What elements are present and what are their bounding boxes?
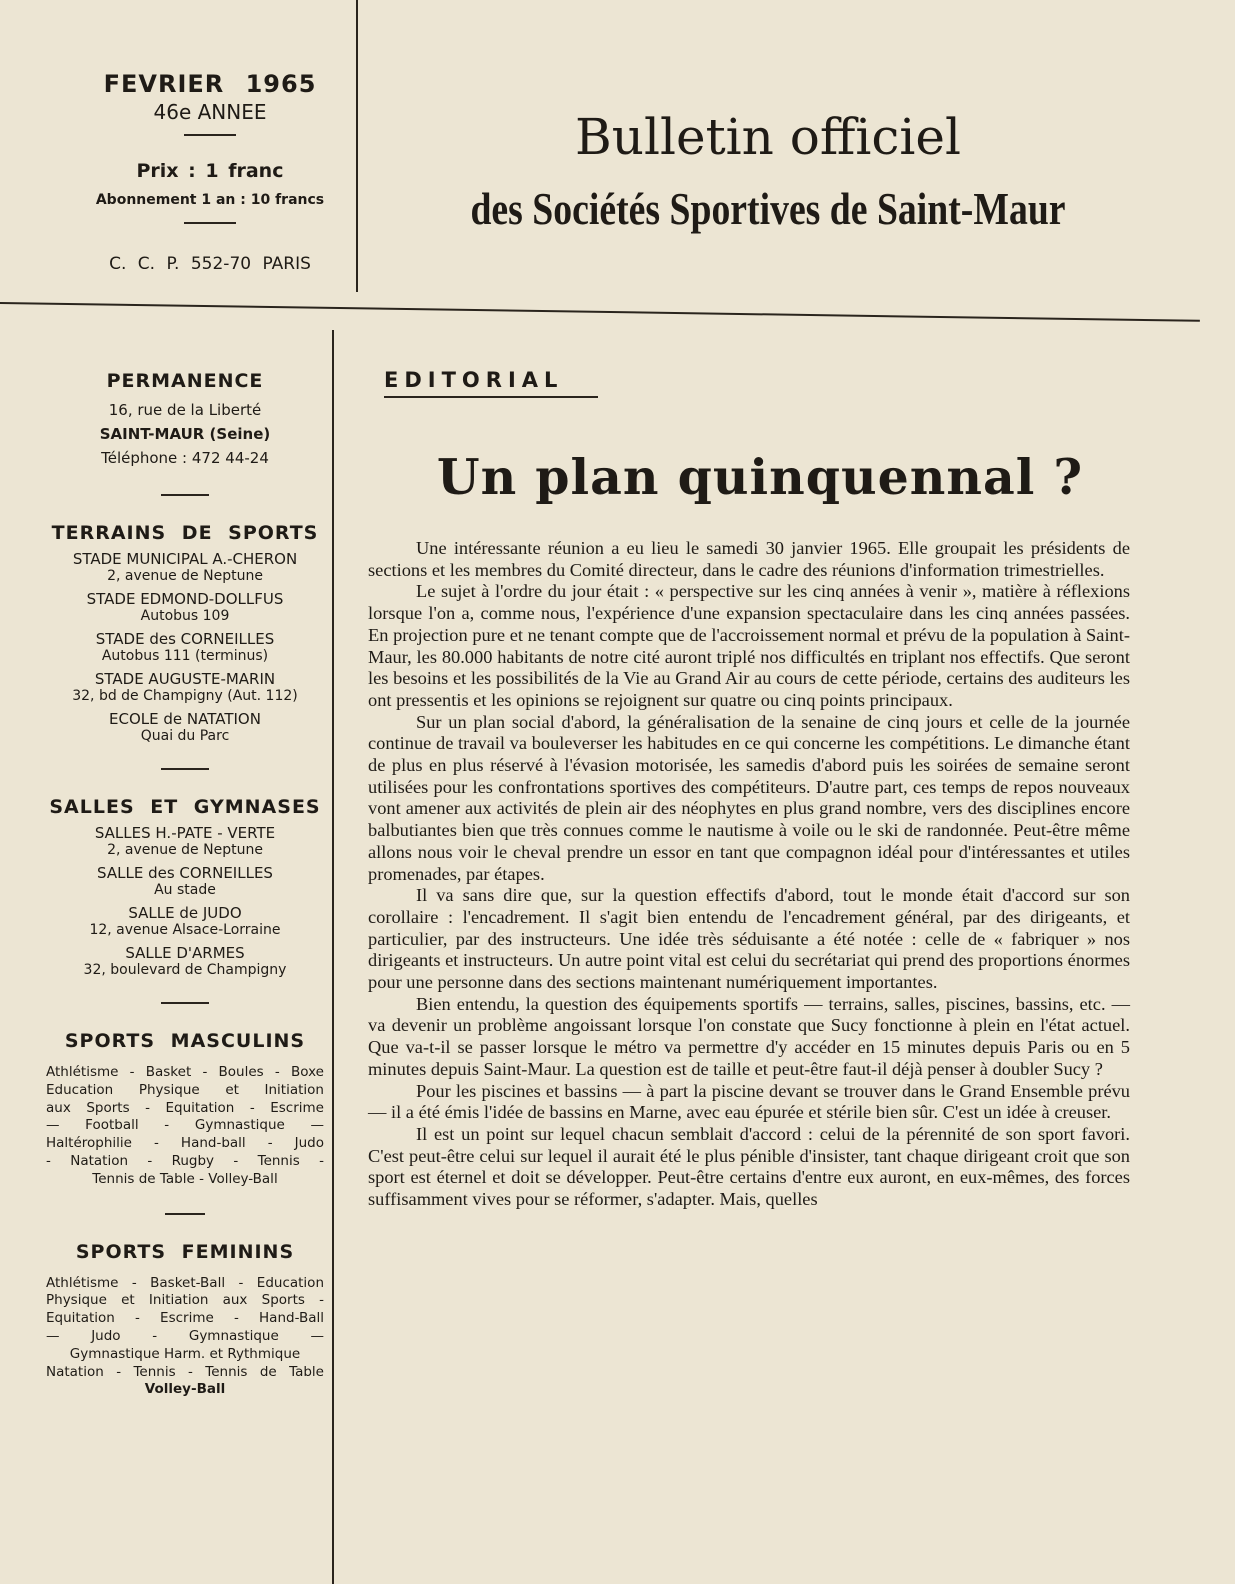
list-item: STADE EDMOND-DOLLFUS — [86, 590, 284, 608]
list-item: Physique et Initiation aux Sports - — [46, 1292, 324, 1309]
list-item: Athlétisme - Basket - Boules - Boxe — [46, 1064, 324, 1080]
list-item: Quai du Parc — [140, 728, 230, 744]
list-item: 2, avenue de Neptune — [107, 568, 263, 584]
bulletin-subtitle: des Sociétés Sportives de Saint-Maur — [470, 183, 1066, 234]
paragraph: Il va sans dire que, sur la question effectifs d'abord, tout le monde était d'accord sur son corollaire : l'encadrement. Il s'agit bien entendu de l'encadrement général, par des dirigeants, et particulier, par des instructeurs. Une idée très séduisante a été notée : celle de « fabriquer » nos dirigeants et instructeurs. Un autre point vital est celui du secrétariat qui prend des proportions énormes pour une personne dans des sections maintenant numériquement importantes. — [368, 885, 1130, 993]
divider — [165, 1213, 205, 1215]
salles-list — [40, 824, 330, 978]
issue-info — [60, 70, 360, 274]
list-item: Au stade — [154, 882, 216, 898]
header-rule — [0, 302, 1200, 322]
list-item: 12, avenue Alsace-Lorraine — [89, 922, 281, 938]
permanence-heading: PERMANENCE — [106, 370, 264, 392]
paragraph: Bien entendu, la question des équipements sportifs — terrains, salles, piscines, bassins, etc. — va devenir un problème angoissant lorsque l'on constate que Sucy fonctionne à plein en l'état actuel. Que va-t-il se passer lorsque le métro va permettre d'y accéder en 15 minutes depuis Paris ou en 5 minutes depuis Saint-Maur. La question est de taille et peut-être faut-il déjà penser à doubler Sucy ? — [368, 993, 1130, 1079]
feminins-list — [46, 1275, 324, 1400]
terrains-heading: TERRAINS DE SPORTS — [51, 522, 319, 544]
subscription: Abonnement 1 an : 10 francs — [95, 192, 325, 208]
list-item: SALLE des CORNEILLES — [97, 864, 273, 882]
paragraph: Pour les piscines et bassins — à part la piscine devant se trouver dans le Grand Ensemble prévu — il a été émis l'idée de bassins en Marne, avec eau épurée et stérile bien sûr. C'est un idée à creuser. — [368, 1080, 1130, 1123]
list-item: Tennis de Table - Volley-Ball — [92, 1170, 278, 1187]
list-item: Gymnastique Harm. et Rythmique — [69, 1345, 301, 1362]
list-item: Autobus 111 (terminus) — [101, 648, 269, 664]
city-line: SAINT-MAUR (Seine) — [99, 425, 271, 443]
list-item: — Judo - Gymnastique — — [46, 1327, 324, 1344]
address-line: 16, rue de la Liberté — [108, 401, 262, 419]
issue-date: FEVRIER 1965 — [103, 70, 317, 98]
list-item: — Football - Gymnastique — — [46, 1117, 324, 1134]
list-item: 2, avenue de Neptune — [107, 842, 263, 858]
list-item: STADE AUGUSTE-MARIN — [94, 670, 276, 688]
ccp-account: C. C. P. 552-70 PARIS — [109, 254, 311, 274]
list-item: Equitation - Escrime - Hand-Ball — [46, 1310, 324, 1327]
phone-line: Téléphone : 472 44-24 — [101, 449, 269, 467]
paragraph: Sur un plan social d'abord, la généralisation de la senaine de cinq jours et celle de la journée continue de travail va bouleverser les habitudes en ce qui concerne les compétitions. Le dimanche étant de plus en plus réservé à l'évasion motorisée, les samedis d'abord puis les soirées de semaine seront utilisées pour les confrontations sportives des compétiteurs. D'autre part, ces temps de repos nouveaux vont amener aux activités de plein air des néophytes en plus grand nombre, vers des disciplines encore balbutiantes bien que très connues comme le nautisme à voile ou le ski de randonnée. Peut-être même allons nous voir le cheval prendre un essor en tant que compagnon idéal pour d'intéressantes et utiles promenades, par étapes. — [368, 711, 1130, 884]
list-item: 32, boulevard de Champigny — [83, 962, 287, 978]
masculins-list — [46, 1064, 324, 1189]
terrains-list — [40, 550, 330, 744]
sidebar — [40, 370, 330, 1399]
issue-year: 46e ANNEE — [153, 100, 267, 124]
divider — [184, 134, 236, 136]
divider — [161, 494, 209, 496]
list-item: SALLE D'ARMES — [125, 944, 245, 962]
paragraph: Une intéressante réunion a eu lieu le samedi 30 janvier 1965. Elle groupait les présidents de sections et les membres du Comité directeur, dans le cadre des réunions d'information trimestrielles. — [368, 538, 1130, 580]
section-label: EDITORIAL — [384, 368, 598, 398]
divider — [161, 1002, 209, 1004]
list-item: Volley-Ball — [144, 1381, 226, 1398]
headline: Un plan quinquennal ? — [436, 448, 1084, 506]
list-item: Autobus 109 — [140, 608, 230, 624]
salles-heading: SALLES ET GYMNASES — [49, 796, 321, 818]
list-item: Education Physique et Initiation — [46, 1081, 324, 1098]
divider — [184, 222, 236, 224]
list-item: ECOLE de NATATION — [109, 710, 261, 728]
permanence-info — [40, 398, 330, 470]
list-item: STADE MUNICIPAL A.-CHERON — [72, 550, 298, 568]
bulletin-title: Bulletin officiel — [575, 108, 961, 166]
column-divider — [332, 330, 334, 1584]
list-item: SALLES H.-PATE - VERTE — [94, 824, 276, 842]
paragraph: Le sujet à l'ordre du jour était : « perspective sur les cinq années à venir », matière à réflexions lorsque l'on a, comme nous, l'expérience d'une expansion spectaculaire dans les cinq années passées. En projection pure et ne tenant compte que de l'accroissement normal et prévu de la population à Saint-Maur, les 80.000 habitants de notre cité auront triplé nos difficultés en triplant nos effectifs. Que seront les besoins et les possibilités de la Vie au Grand Air au cours de cette période, certains des auditeurs les ont pressentis et les opinions se rejoignent sur quatre ou cinq points principaux. — [368, 581, 1130, 710]
feminins-heading: SPORTS FEMININS — [75, 1240, 295, 1263]
list-item: aux Sports - Equitation - Escrime — [46, 1099, 324, 1116]
list-item: Natation - Tennis - Tennis de Table — [46, 1363, 324, 1380]
masculins-heading: SPORTS MASCULINS — [64, 1030, 306, 1052]
paragraph: Il est un point sur lequel chacun semblait d'accord : celui de la pérennité de son sport favori. C'est peut-être celui sur lequel il aurait été le plus pénible d'insister, tant chaque dirigeant croit que son sport est éternel et doit se développer. Peut-être certains d'entre eux auront, en eux-mêmes, des forces suffisamment vives pour se réformer, s'adapter. Mais, quelles — [368, 1123, 1130, 1210]
list-item: Haltérophilie - Hand-ball - Judo — [46, 1135, 324, 1152]
list-item: SALLE de JUDO — [128, 904, 242, 922]
price: Prix : 1 franc — [136, 160, 284, 182]
list-item: - Natation - Rugby - Tennis - — [46, 1152, 324, 1169]
article-body — [368, 538, 1130, 1211]
list-item: STADE des CORNEILLES — [95, 630, 275, 648]
list-item: 32, bd de Champigny (Aut. 112) — [72, 688, 298, 704]
divider — [161, 768, 209, 770]
list-item: Athlétisme - Basket-Ball - Education — [46, 1274, 324, 1291]
